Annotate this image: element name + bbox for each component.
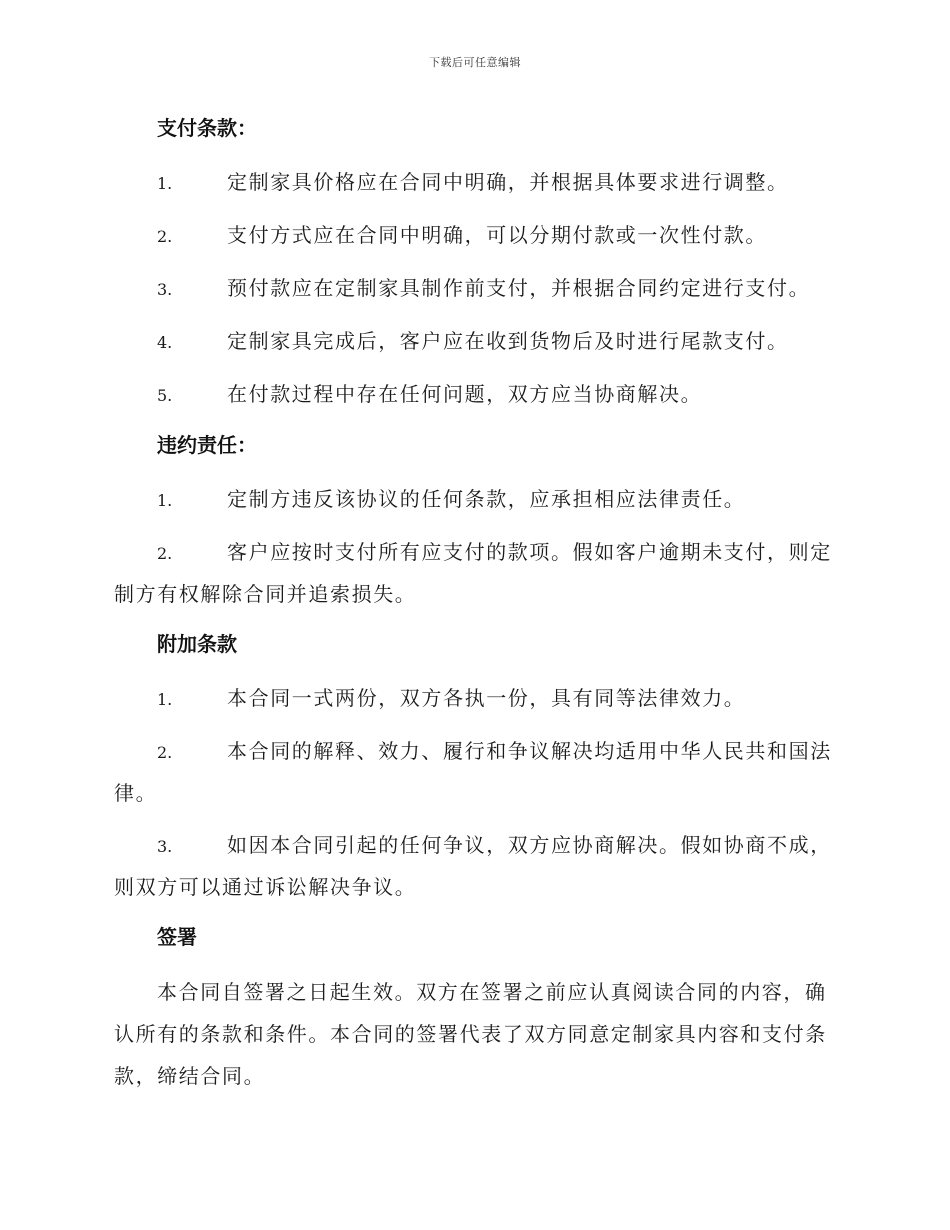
- item-number: 1.: [157, 491, 173, 510]
- list-item: [114, 532, 834, 615]
- section-heading: 支付条款：: [157, 116, 257, 140]
- section-payment-terms: [114, 110, 834, 416]
- list-item: [114, 479, 834, 521]
- item-number: 2.: [157, 544, 173, 563]
- list-item: [114, 374, 834, 416]
- list-item: [114, 825, 834, 908]
- item-text: 在付款过程中存在任何问题，双方应当协商解决。: [227, 382, 703, 406]
- item-number: 2.: [157, 743, 173, 762]
- item-text: 本合同一式两份，双方各执一份，具有同等法律效力。: [227, 686, 746, 710]
- item-text: 预付款应在定制家具制作前支付，并根据合同约定进行支付。: [227, 276, 811, 300]
- list-item: [114, 321, 834, 363]
- item-number: 3.: [157, 837, 173, 856]
- section-heading: 附加条款: [157, 632, 237, 656]
- item-number: 3.: [157, 280, 173, 299]
- item-number: 4.: [157, 333, 173, 352]
- signing-paragraph: 本合同自签署之日起生效。双方在签署之前应认真阅读合同的内容，确认所有的条款和条件。本合同的签署代表了双方同意定制家具内容和支付条款，缔结合同。: [114, 980, 827, 1088]
- document-body: [114, 110, 834, 1097]
- list-item: [114, 162, 834, 204]
- section-breach-liability: [114, 427, 834, 615]
- item-text: 定制方违反该协议的任何条款，应承担相应法律责任。: [227, 487, 746, 511]
- item-text: 定制家具完成后，客户应在收到货物后及时进行尾款支付。: [227, 329, 789, 353]
- item-text: 本合同的解释、效力、履行和争议解决均适用中华人民共和国法律。: [114, 739, 832, 805]
- item-text: 定制家具价格应在合同中明确，并根据具体要求进行调整。: [227, 170, 789, 194]
- item-number: 2.: [157, 227, 173, 246]
- item-text: 支付方式应在合同中明确，可以分期付款或一次性付款。: [227, 223, 767, 247]
- section-additional-terms: [114, 626, 834, 908]
- item-number: 5.: [157, 386, 173, 405]
- list-item: [114, 731, 834, 814]
- list-item: [114, 268, 834, 310]
- list-item: [114, 215, 834, 257]
- item-text: 客户应按时支付所有应支付的款项。假如客户逾期未支付，则定制方有权解除合同并追索损失。: [114, 540, 832, 606]
- item-number: 1.: [157, 690, 173, 709]
- page-header: 下载后可任意编辑: [429, 56, 521, 69]
- section-heading: 签署: [157, 925, 197, 949]
- section-signing: [114, 919, 834, 1097]
- section-heading: 违约责任：: [157, 433, 257, 457]
- item-number: 1.: [157, 174, 173, 193]
- item-text: 如因本合同引起的任何争议，双方应协商解决。假如协商不成，则双方可以通过诉讼解决争议。: [114, 833, 832, 899]
- list-item: [114, 678, 834, 720]
